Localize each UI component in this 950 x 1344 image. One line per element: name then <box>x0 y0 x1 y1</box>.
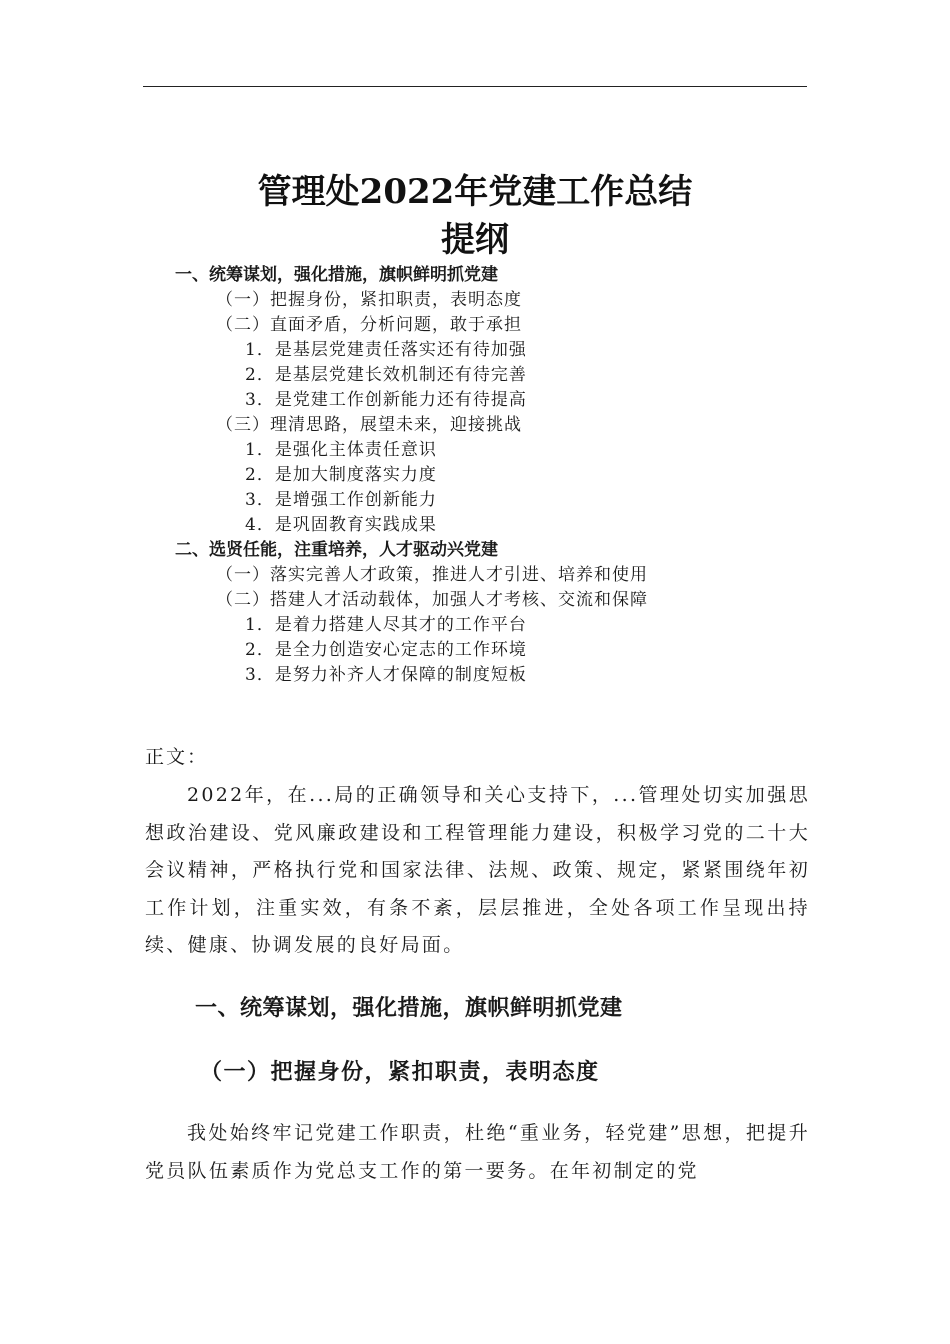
outline-item: 2．是加大制度落实力度 <box>245 465 437 485</box>
outline-item: 3．是努力补齐人才保障的制度短板 <box>245 665 527 685</box>
outline-section: 二、选贤任能，注重培养，人才驱动兴党建 <box>175 540 498 560</box>
outline-item: 1．是基层党建责任落实还有待加强 <box>245 340 527 360</box>
header-rule <box>143 86 807 87</box>
outline-section: 一、统筹谋划，强化措施，旗帜鲜明抓党建 <box>175 265 498 285</box>
body-label: 正文： <box>145 746 209 768</box>
outline-list <box>0 263 950 688</box>
section-heading: 一、统筹谋划，强化措施，旗帜鲜明抓党建 <box>195 996 623 1021</box>
document-subtitle: 提纲 <box>441 220 509 260</box>
outline-subsection: （一）把握身份，紧扣职责，表明态度 <box>216 290 522 310</box>
outline-subsection: （一）落实完善人才政策，推进人才引进、培养和使用 <box>216 565 648 585</box>
outline-item: 2．是基层党建长效机制还有待完善 <box>245 365 527 385</box>
outline-item: 2．是全力创造安心定志的工作环境 <box>245 640 527 660</box>
outline-item: 4．是巩固教育实践成果 <box>245 515 437 535</box>
outline-item: 3．是党建工作创新能力还有待提高 <box>245 390 527 410</box>
outline-item: 3．是增强工作创新能力 <box>245 490 437 510</box>
outline-item: 1．是强化主体责任意识 <box>245 440 437 460</box>
outline-subsection: （三）理清思路，展望未来，迎接挑战 <box>216 415 522 435</box>
subsection-heading: （一）把握身份，紧扣职责，表明态度 <box>200 1059 600 1085</box>
intro-paragraph: 2022年，在...局的正确领导和关心支持下，...管理处切实加强思想政治建设、党风廉政建设和工程管理能力建设，积极学习党的二十大会议精神，严格执行党和国家法律、法规、政策、规定，紧紧围绕年初工作计划，注重实效，有条不紊，层层推进，全处各项工作呈现出持续、健康、协调发展的良好局面。 <box>145 784 810 956</box>
outline-item: 1．是着力搭建人尽其才的工作平台 <box>245 615 527 635</box>
outline-subsection: （二）搭建人才活动载体，加强人才考核、交流和保障 <box>216 590 648 610</box>
document-title: 管理处2022年党建工作总结 <box>257 172 693 212</box>
body-paragraph: 我处始终牢记党建工作职责，杜绝“重业务，轻党建”思想，把提升党员队伍素质作为党总支工作的第一要务。在年初制定的党 <box>145 1122 810 1182</box>
outline-subsection: （二）直面矛盾，分析问题，敢于承担 <box>216 315 522 335</box>
